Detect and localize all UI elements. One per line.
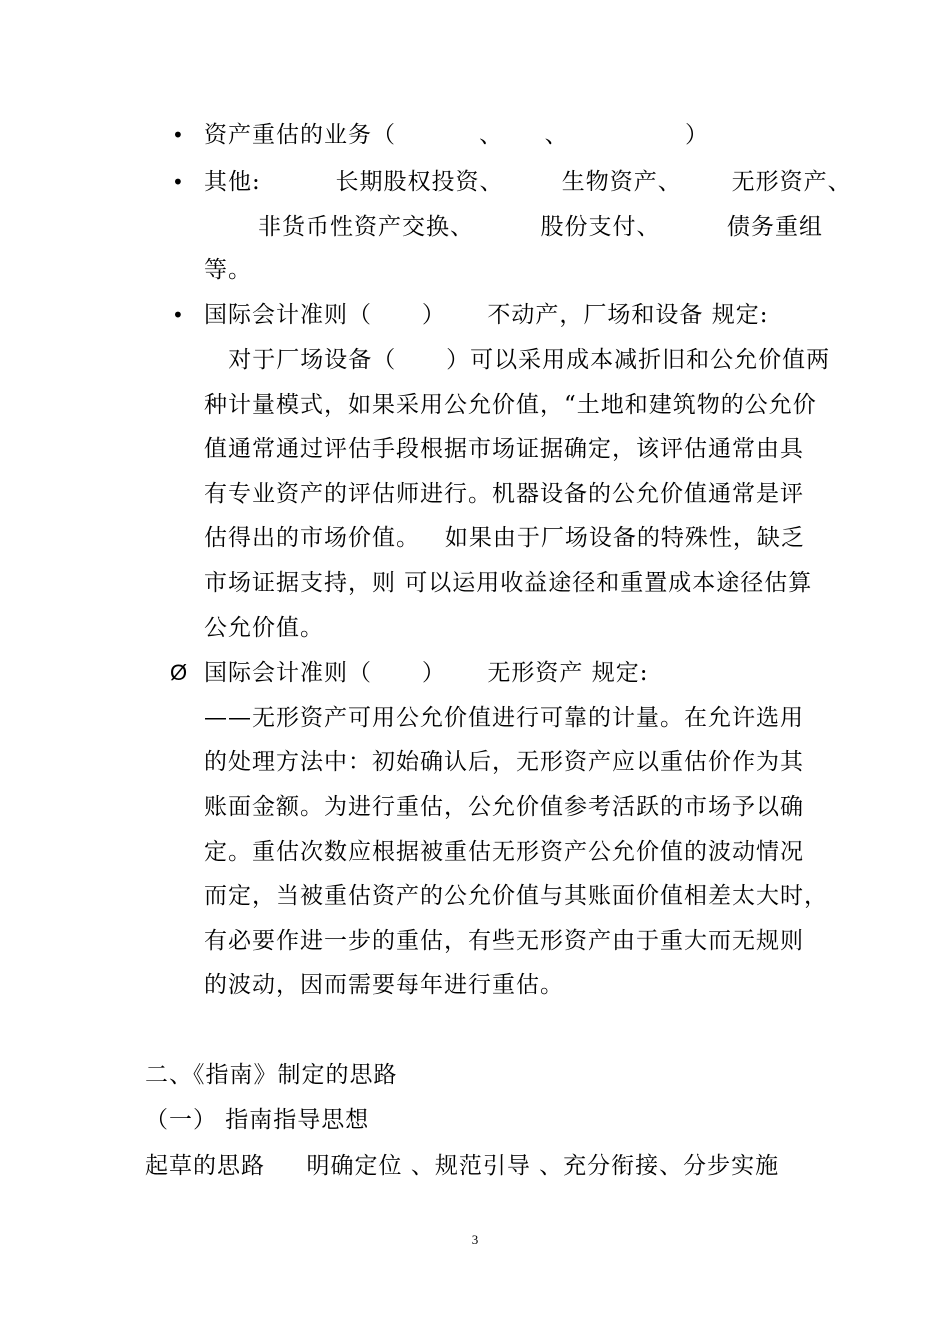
list-item-revaluation-business: 资产重估的业务（ 、 、 ） <box>204 122 710 148</box>
page-number: 3 <box>471 1232 479 1247</box>
ias-intangible-paragraph-line: 账面金额。为进行重估，公允价值参考活跃的市场予以确 <box>204 794 804 820</box>
list-item-others-line-1: 其他: 长期股权投资、 生物资产、 无形资产、 <box>204 169 852 195</box>
arrow-bullet-icon: Ø <box>170 660 188 685</box>
ias-intangible-paragraph-line: 而定，当被重估资产的公允价值与其账面价值相差太大时， <box>204 883 828 909</box>
bullet-icon: • <box>172 303 184 327</box>
ias-intangible-paragraph-line: ——无形资产可用公允价值进行可靠的计量。在允许选用 <box>204 705 804 731</box>
ias-intangible-paragraph-line: 的处理方法中：初始确认后，无形资产应以重估价作为其 <box>204 749 804 775</box>
drafting-approach: 起草的思路 明确定位 、规范引导 、充分衔接、分步实施 <box>145 1153 780 1179</box>
bullet-icon: • <box>172 170 184 194</box>
subsection-title: （一） 指南指导思想 <box>145 1107 370 1133</box>
ias-ppe-heading: 国际会计准则（ ） 不动产，厂场和设备 规定: <box>204 302 769 328</box>
list-item-others-line-3: 等。 <box>204 257 252 283</box>
section-title: 二、《指南》制定的思路 <box>145 1062 398 1088</box>
ias-ppe-paragraph-line: 对于厂场设备（ ）可以采用成本减折旧和公允价值两 <box>220 347 831 373</box>
ias-ppe-paragraph-line: 估得出的市场价值。 如果由于厂场设备的特殊性，缺乏 <box>204 525 805 551</box>
ias-intangible-paragraph-line: 的波动，因而需要每年进行重估。 <box>204 972 564 998</box>
ias-ppe-paragraph-line: 公允价值。 <box>204 615 324 641</box>
ias-intangible-paragraph-line: 有必要作进一步的重估，有些无形资产由于重大而无规则 <box>204 928 804 954</box>
bullet-icon: • <box>172 123 184 147</box>
ias-intangible-heading: 国际会计准则（ ） 无形资产 规定: <box>204 660 649 686</box>
ias-ppe-paragraph-line: 值通常通过评估手段根据市场证据确定，该评估通常由具 <box>204 436 804 462</box>
ias-ppe-paragraph-line: 种计量模式，如果采用公允价值，“土地和建筑物的公允价 <box>204 392 817 418</box>
ias-ppe-paragraph-line: 有专业资产的评估师进行。机器设备的公允价值通常是评 <box>204 481 804 507</box>
list-item-others-line-2: 非货币性资产交换、 股份支付、 债务重组 <box>258 214 823 240</box>
ias-ppe-paragraph-line: 市场证据支持，则 可以运用收益途径和重置成本途径估算 <box>204 570 813 596</box>
ias-intangible-paragraph-line: 定。重估次数应根据被重估无形资产公允价值的波动情况 <box>204 839 804 865</box>
